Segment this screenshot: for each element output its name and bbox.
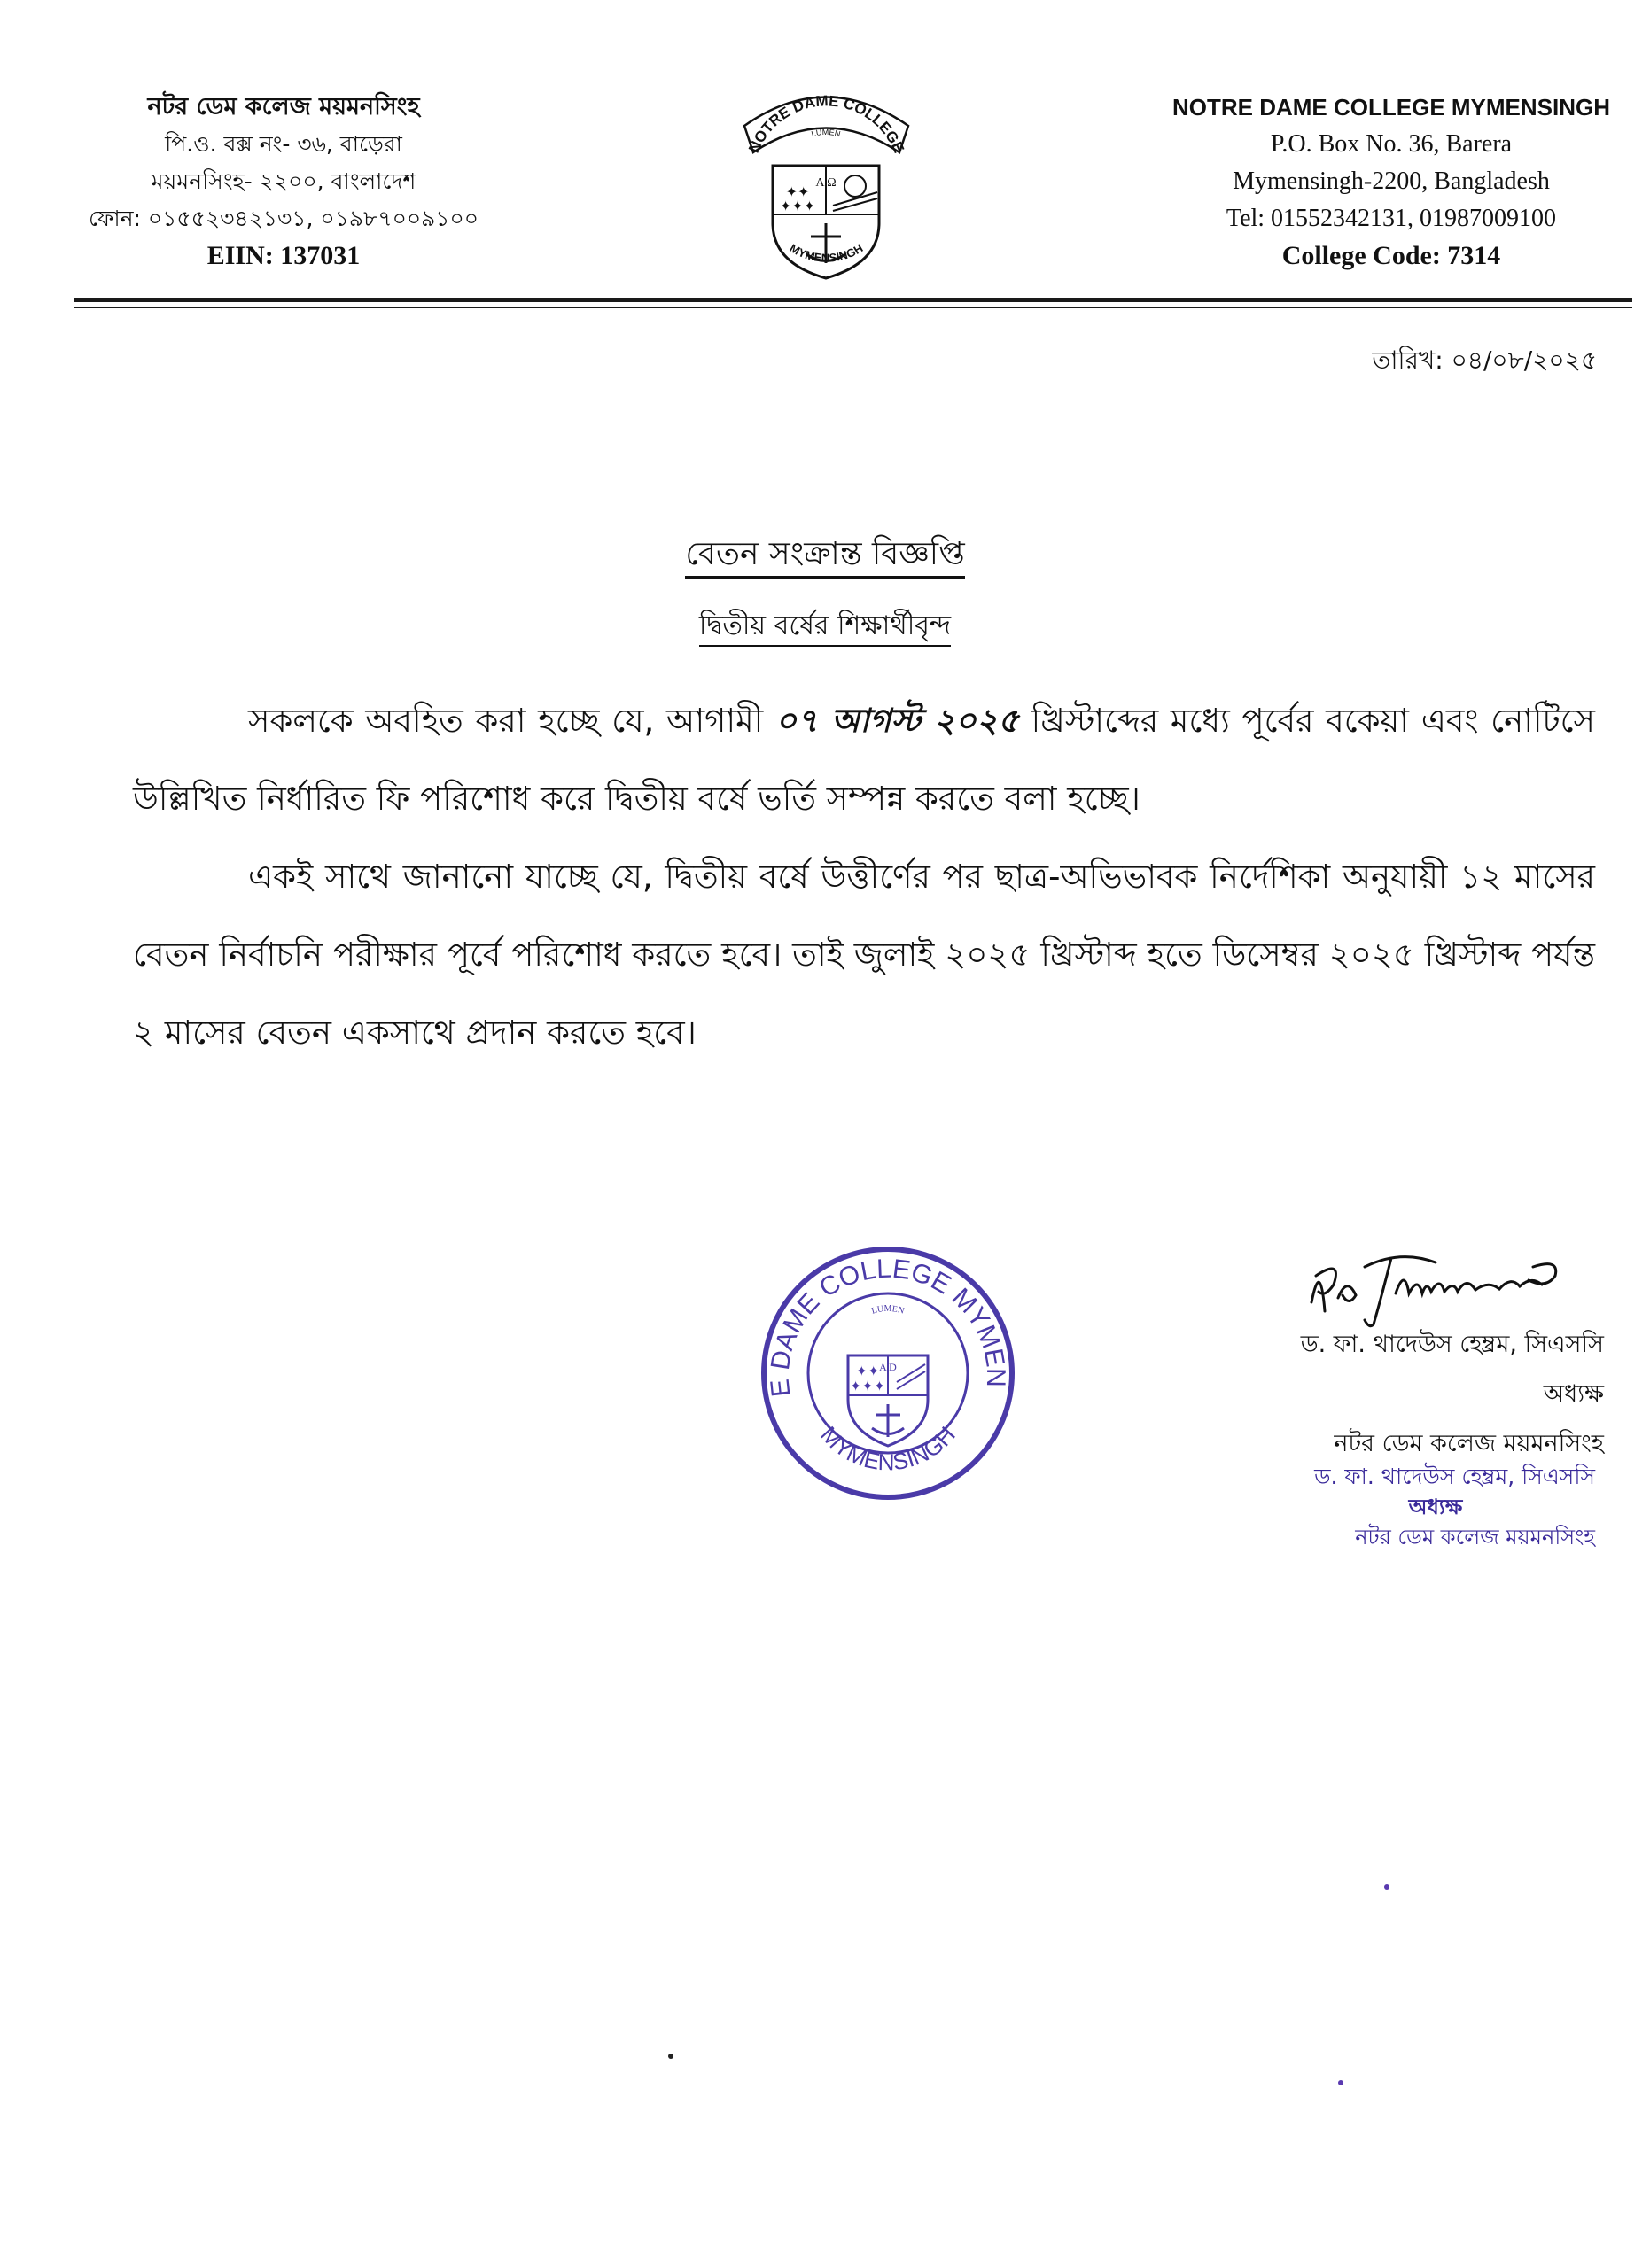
svg-text:LUMEN <box>870 1304 905 1317</box>
signatory-institution: নটর ডেম কলেজ ময়মনসিংহ <box>1334 1430 1604 1457</box>
crest-top-text: NOTRE DAME COLLEGE <box>745 92 907 156</box>
svg-text:✦✦✦: ✦✦✦ <box>779 198 816 214</box>
notice-title <box>0 530 1650 583</box>
scan-speck <box>1384 1884 1389 1890</box>
header-english <box>1143 89 1639 275</box>
college-name-bn: নটর ডেম কলেজ ময়মনসিংহ <box>147 93 420 120</box>
header-bengali <box>53 89 514 275</box>
signatory-name-stamp <box>1196 1462 1595 1552</box>
notice-date: তারিখ: ০৪/০৮/২০২৫ <box>1372 346 1597 375</box>
paragraph-1-end: খ্রিস্টাব্দের মধ্যে পূর্বের বকেয়া এবং নোটিসে উল্লিখিত নির্ধারিত ফি পরিশোধ করে দ্বিতীয় বর্ষে ভর্তি সম্পন্ন করতে বলা হচ্ছে। <box>133 702 1595 818</box>
notice-subtitle-text: দ্বিতীয় বর্ষের শিক্ষার্থীবৃন্দ <box>699 610 951 647</box>
college-crest <box>718 73 935 290</box>
city-bn: ময়মনসিংহ- ২২০০, বাংলাদেশ <box>151 168 416 194</box>
po-box-en: P.O. Box No. 36, Barera <box>1270 130 1513 158</box>
notice-subtitle <box>0 604 1650 649</box>
crest-motto-center: LUMEN <box>810 127 842 139</box>
city-en: Mymensingh-2200, Bangladesh <box>1233 167 1550 195</box>
crest-bottom-text: MYMENSINGH <box>787 241 866 265</box>
stamp-motto-center: LUMEN <box>870 1304 906 1317</box>
svg-text:NOTRE DAME COLLEGE <box>745 92 907 155</box>
stamp-bottom-text: MYMENSINGH <box>815 1421 961 1476</box>
stamp-signatory-title: অধ্যক্ষ <box>1408 1495 1463 1519</box>
scan-speck <box>1338 2080 1343 2085</box>
header-rule-thick <box>74 298 1632 302</box>
signatory-name: ড. ফা. থাদেউস হেম্ব্রম, সিএসসি <box>1300 1331 1604 1358</box>
phone-en: Tel: 01552342131, 01987009100 <box>1226 205 1557 232</box>
paragraph-2: একই সাথে জানানো যাচ্ছে যে, দ্বিতীয় বর্ষে উত্তীর্ণের পর ছাত্র-অভিভাবক নির্দেশিকা অনুযায়ী ১২ মাসের বেতন নির্বাচনি পরীক্ষার পূর্বে পরিশোধ করতে হবে। তাই জুলাই ২০২৫ খ্রিস্টাব্দ হতে ডিসেম্বর ২০২৫ খ্রিস্টাব্দ পর্যন্ত ২ মাসের বেতন একসাথে প্রদান করতে হবে। <box>133 858 1595 1052</box>
header-rule-thin <box>74 307 1632 308</box>
stamp-ring-text: E DAME COLLEGE MYMEN <box>765 1254 1011 1399</box>
college-code: College Code: 7314 <box>1281 241 1501 270</box>
svg-text:NOTRE DAME COLLEGE MYMENSINGH <box>755 1240 1010 1398</box>
signature-block <box>1161 1320 1604 1469</box>
deadline-date: ০৭ আগস্ট ২০২৫ <box>774 702 1019 740</box>
stamp-ad: A D <box>879 1361 897 1373</box>
notice-body <box>133 682 1595 1072</box>
college-seal-stamp <box>755 1240 1021 1506</box>
eiin: EIIN: 137031 <box>206 241 361 270</box>
notice-title-text: বেতন সংক্রান্ত বিজ্ঞপ্তি <box>685 536 964 579</box>
po-box-bn: পি.ও. বক্স নং- ৩৬, বাড়েরা <box>165 131 402 157</box>
phone-bn: ফোন: ০১৫৫২৩৪২১৩১, ০১৯৮৭০০৯১০০ <box>88 206 479 231</box>
paragraph-1-start: সকলকে অবহিত করা হচ্ছে যে, আগামী <box>248 702 775 740</box>
crest-alpha-omega: A Ω <box>815 176 837 190</box>
college-name-en: NOTRE DAME COLLEGE MYMENSINGH <box>1171 94 1610 120</box>
signatory-title: অধ্যক্ষ <box>1543 1380 1604 1408</box>
stamp-stars: ✦✦ <box>855 1363 880 1379</box>
stamp-signatory-name: ড. ফা. থাদেউস হেম্ব্রম, সিএসসি <box>1314 1464 1595 1489</box>
crest-stars: ✦✦ <box>785 183 810 200</box>
scan-speck <box>668 2054 673 2059</box>
stamp-signatory-institution: নটর ডেম কলেজ ময়মনসিংহ <box>1355 1525 1595 1550</box>
svg-text:✦✦✦: ✦✦✦ <box>849 1378 886 1394</box>
paragraph-1 <box>133 682 1595 838</box>
